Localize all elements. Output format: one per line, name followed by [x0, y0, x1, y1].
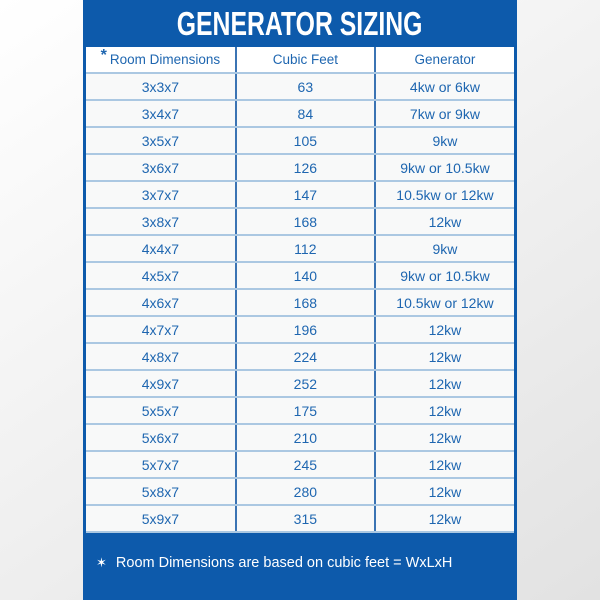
cell-room-dimensions: 5x5x7 [86, 397, 236, 424]
cell-generator: 12kw [375, 505, 514, 532]
cell-cubic-feet: 112 [236, 235, 375, 262]
cell-generator: 9kw or 10.5kw [375, 154, 514, 181]
cell-cubic-feet: 63 [236, 73, 375, 100]
table-row [86, 181, 514, 208]
cell-room-dimensions: 3x5x7 [86, 127, 236, 154]
footnote [83, 533, 517, 600]
column-header-label: Room Dimensions [109, 51, 221, 67]
asterisk-star-icon: ✶ [96, 555, 107, 570]
cell-cubic-feet: 245 [236, 451, 375, 478]
cell-room-dimensions: 4x5x7 [86, 262, 236, 289]
cell-generator: 12kw [375, 478, 514, 505]
cell-generator: 10.5kw or 12kw [375, 289, 514, 316]
cell-room-dimensions: 4x9x7 [86, 370, 236, 397]
cell-room-dimensions: 3x8x7 [86, 208, 236, 235]
column-header-room-dimensions [86, 47, 236, 73]
cell-cubic-feet: 315 [236, 505, 375, 532]
cell-cubic-feet: 252 [236, 370, 375, 397]
asterisk-icon: * [100, 46, 107, 64]
cell-cubic-feet: 168 [236, 289, 375, 316]
cell-generator: 10.5kw or 12kw [375, 181, 514, 208]
table-row [86, 451, 514, 478]
table-row [86, 424, 514, 451]
cell-generator: 12kw [375, 208, 514, 235]
cell-room-dimensions: 3x6x7 [86, 154, 236, 181]
cell-generator: 12kw [375, 424, 514, 451]
cell-cubic-feet: 140 [236, 262, 375, 289]
cell-room-dimensions: 5x8x7 [86, 478, 236, 505]
sizing-table-body [86, 73, 514, 532]
cell-room-dimensions: 5x6x7 [86, 424, 236, 451]
cell-cubic-feet: 175 [236, 397, 375, 424]
cell-cubic-feet: 84 [236, 100, 375, 127]
cell-generator: 12kw [375, 451, 514, 478]
cell-room-dimensions: 3x3x7 [86, 73, 236, 100]
cell-room-dimensions: 4x7x7 [86, 316, 236, 343]
footnote-text: Room Dimensions are based on cubic feet = WxLxH [115, 555, 453, 571]
table-row [86, 127, 514, 154]
generator-sizing-panel [83, 0, 517, 600]
cell-generator: 9kw [375, 127, 514, 154]
cell-cubic-feet: 126 [236, 154, 375, 181]
table-row [86, 73, 514, 100]
table-row [86, 343, 514, 370]
table-row [86, 316, 514, 343]
cell-generator: 12kw [375, 343, 514, 370]
cell-generator: 12kw [375, 316, 514, 343]
cell-cubic-feet: 280 [236, 478, 375, 505]
cell-cubic-feet: 168 [236, 208, 375, 235]
table-row [86, 397, 514, 424]
table-row [86, 208, 514, 235]
cell-generator: 4kw or 6kw [375, 73, 514, 100]
cell-room-dimensions: 3x4x7 [86, 100, 236, 127]
column-header-generator: Generator [375, 47, 514, 73]
cell-room-dimensions: 3x7x7 [86, 181, 236, 208]
cell-cubic-feet: 147 [236, 181, 375, 208]
table-row [86, 154, 514, 181]
cell-room-dimensions: 4x4x7 [86, 235, 236, 262]
header-row [86, 47, 514, 73]
cell-generator: 9kw or 10.5kw [375, 262, 514, 289]
title-bar [83, 0, 517, 47]
cell-room-dimensions: 5x9x7 [86, 505, 236, 532]
cell-cubic-feet: 196 [236, 316, 375, 343]
cell-cubic-feet: 105 [236, 127, 375, 154]
column-header-cubic-feet: Cubic Feet [236, 47, 375, 73]
table-row [86, 262, 514, 289]
cell-room-dimensions: 4x8x7 [86, 343, 236, 370]
table-row [86, 235, 514, 262]
table-row [86, 370, 514, 397]
cell-generator: 9kw [375, 235, 514, 262]
sizing-table [86, 47, 514, 533]
table-row [86, 289, 514, 316]
page-title: GENERATOR SIZING [177, 4, 423, 42]
cell-generator: 12kw [375, 397, 514, 424]
cell-room-dimensions: 4x6x7 [86, 289, 236, 316]
cell-cubic-feet: 210 [236, 424, 375, 451]
cell-room-dimensions: 5x7x7 [86, 451, 236, 478]
cell-generator: 12kw [375, 370, 514, 397]
cell-cubic-feet: 224 [236, 343, 375, 370]
table-row [86, 505, 514, 532]
cell-generator: 7kw or 9kw [375, 100, 514, 127]
table-row [86, 100, 514, 127]
table-row [86, 478, 514, 505]
